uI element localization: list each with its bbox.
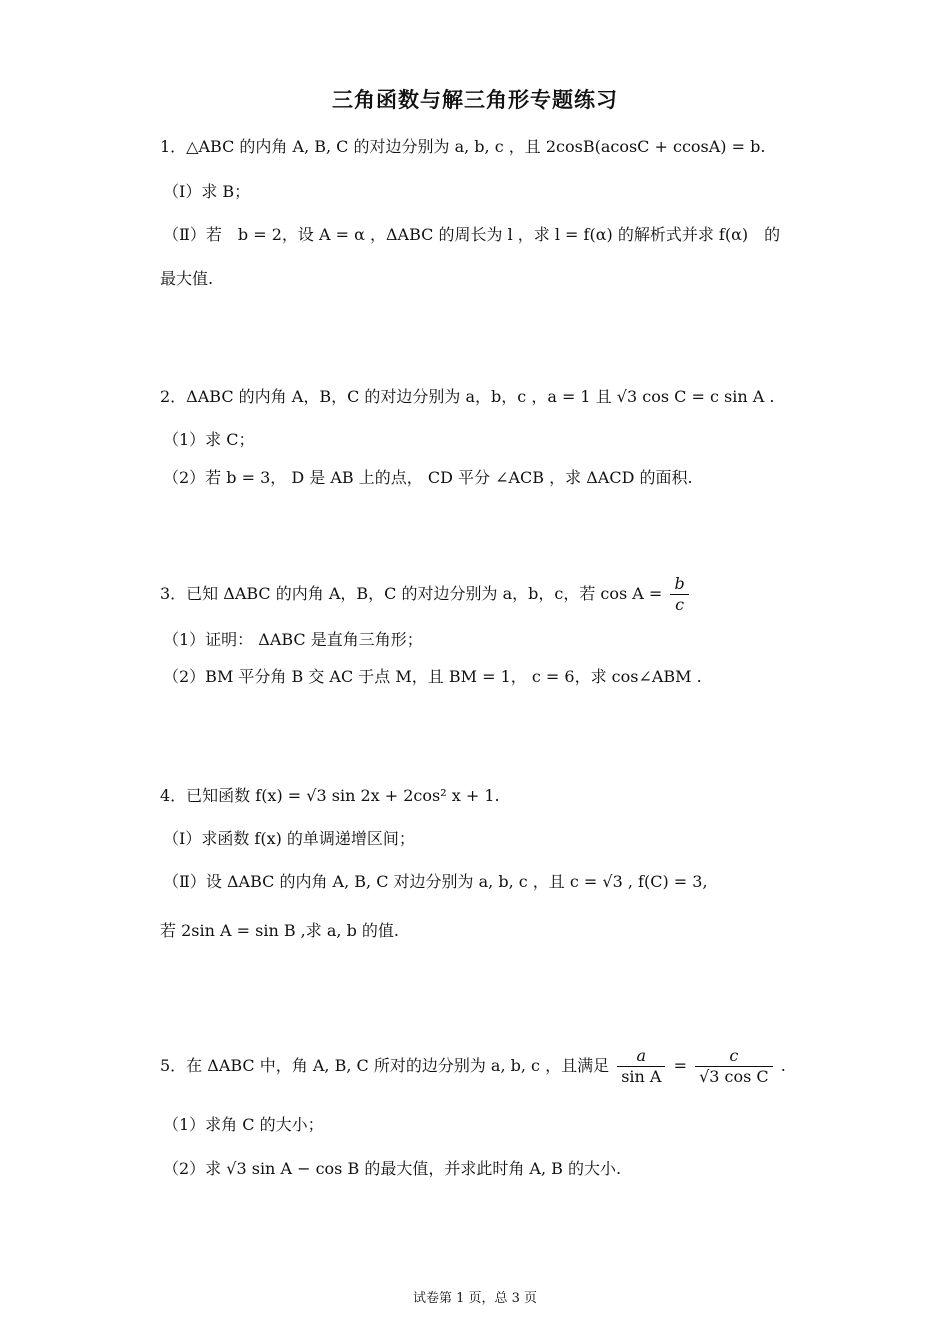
page-title: 三角函数与解三角形专题练习 <box>332 88 618 112</box>
problem-3-part-1: （1）证明： ΔABC 是直角三角形； <box>163 630 423 649</box>
problem-4-part-1: （Ⅰ）求函数 f(x) 的单调递增区间； <box>163 829 415 848</box>
problem-3-part-2: （2）BM 平分角 B 交 AC 于点 M，且 BM = 1， c = 6，求 cos∠ABM . <box>163 667 702 686</box>
problem-3-fraction <box>670 574 688 615</box>
problem-5-fraction-right <box>695 1046 773 1087</box>
problem-5-part-1: （1）求角 C 的大小； <box>163 1115 324 1134</box>
problem-3-stem <box>160 574 692 615</box>
problem-4-part-2-cont: 若 2sin A = sin B ,求 a, b 的值. <box>160 921 399 940</box>
fraction-denominator: √3 cos C <box>699 1067 769 1086</box>
equals-sign: = <box>673 1056 687 1075</box>
period: . <box>780 1056 786 1075</box>
problem-4-stem: 4．已知函数 f(x) = √3 sin 2x + 2cos² x + 1. <box>160 786 500 805</box>
problem-5-stem <box>160 1046 786 1087</box>
problem-5-part-2: （2）求 √3 sin A − cos B 的最大值，并求此时角 A, B 的大小. <box>163 1159 622 1178</box>
problem-1-part-1: （Ⅰ）求 B； <box>163 182 251 201</box>
problem-2-stem: 2．ΔABC 的内角 A，B，C 的对边分别为 a，b，c ，a = 1 且 √3 cos C = c sin A . <box>160 387 775 406</box>
fraction-denominator: c <box>675 595 685 614</box>
problem-4-part-2: （Ⅱ）设 ΔABC 的内角 A, B, C 对边分别为 a, b, c ，且 c = √3 , f(C) = 3, <box>163 872 708 891</box>
page-footer: 试卷第 1 页，总 3 页 <box>412 1291 538 1306</box>
fraction-denominator: sin A <box>621 1067 662 1086</box>
problem-3-stem-text: 3．已知 ΔABC 的内角 A，B，C 的对边分别为 a，b，c，若 cos A = <box>160 584 663 603</box>
problem-2-part-1: （1）求 C； <box>163 430 255 449</box>
problem-5-stem-text: 5．在 ΔABC 中，角 A, B, C 所对的边分别为 a, b, c ，且满足 <box>160 1056 610 1075</box>
problem-2-part-2: （2）若 b = 3， D 是 AB 上的点， CD 平分 ∠ACB ，求 ΔACD 的面积. <box>163 468 693 487</box>
fraction-numerator: b <box>670 574 688 595</box>
problem-1-stem: 1．△ABC 的内角 A, B, C 的对边分别为 a, b, c ，且 2cosB(acosC + ccosA) = b. <box>160 137 766 156</box>
problem-5-fraction-left <box>617 1046 665 1087</box>
problem-1-part-2-cont: 最大值. <box>160 269 214 288</box>
fraction-numerator: c <box>695 1046 773 1067</box>
problem-1-part-2: （Ⅱ）若 b = 2，设 A = α ，ΔABC 的周长为 l ，求 l = f(α) 的解析式并求 f(α) 的 <box>163 225 781 244</box>
fraction-numerator: a <box>617 1046 665 1067</box>
